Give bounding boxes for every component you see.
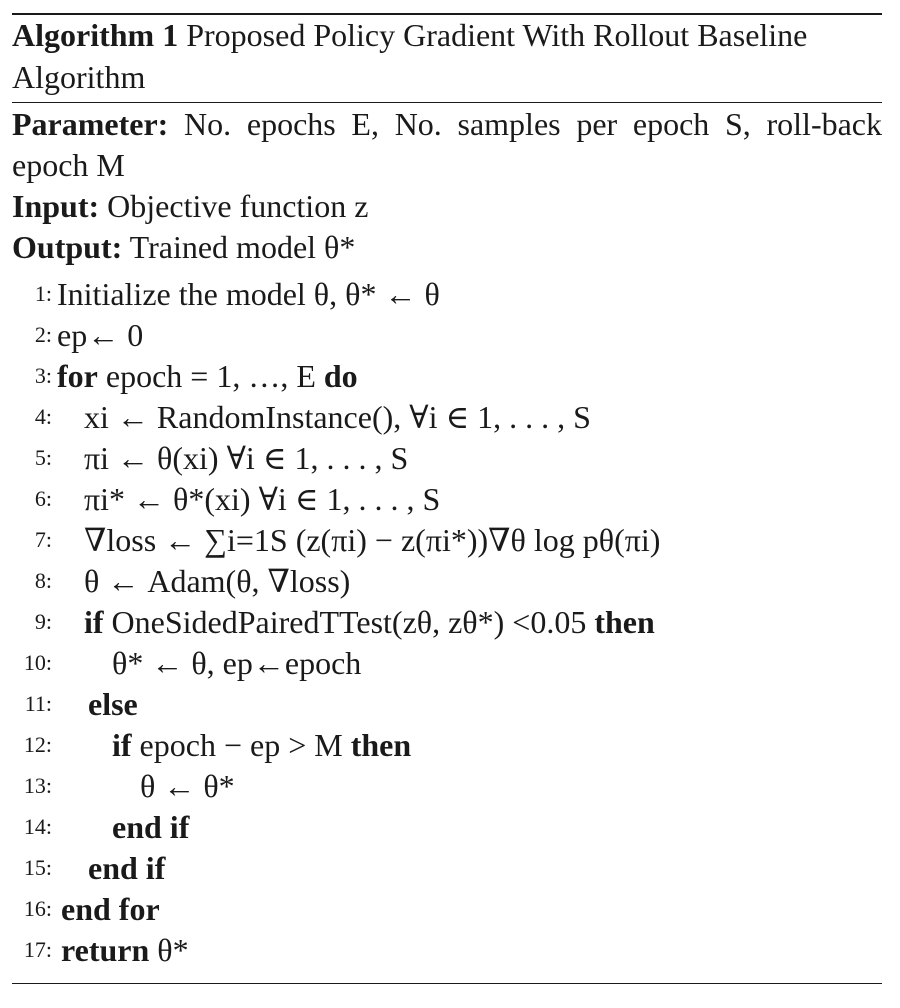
line-content: xi ← RandomInstance(), ∀i ∈ 1, . . . , S — [84, 399, 591, 435]
line-number: 13: — [23, 773, 52, 798]
line-content: Initialize the model θ, θ* ← θ — [57, 276, 440, 312]
output-label: Output: — [12, 229, 123, 265]
line-number: 2: — [34, 322, 52, 347]
line-number: 15: — [23, 855, 52, 880]
input-row — [12, 186, 882, 227]
line-content: for epoch = 1, …, E do — [57, 358, 358, 394]
input-text: Objective function z — [107, 188, 369, 224]
title-rule — [12, 102, 882, 103]
algorithm-name: Proposed Policy Gradient With Rollout Baseline Algorithm — [12, 17, 808, 95]
line-content: θ ← θ* — [140, 768, 235, 804]
line-content: ∇loss ← ∑i=1S (z(πi) − z(πi*))∇θ log pθ(πi) — [84, 522, 661, 558]
algorithm-header — [12, 104, 882, 268]
line-number: 4: — [34, 404, 52, 429]
line-number: 10: — [23, 650, 52, 675]
line-number: 12: — [23, 732, 52, 757]
line-number: 9: — [34, 609, 52, 634]
line-content: πi* ← θ*(xi) ∀i ∈ 1, . . . , S — [84, 481, 441, 517]
input-label: Input: — [12, 188, 100, 224]
parameter-text: No. epochs E, No. samples per epoch S, roll-back epoch M — [12, 106, 883, 183]
algorithm-label: Algorithm 1 — [12, 17, 179, 53]
line-content: πi ← θ(xi) ∀i ∈ 1, . . . , S — [84, 440, 409, 476]
line-content: if epoch − ep > M then — [112, 727, 412, 763]
line-content: return θ* — [61, 932, 189, 968]
line-content: else — [88, 686, 138, 722]
parameter-label: Parameter: — [12, 106, 169, 142]
line-number: 5: — [34, 445, 52, 470]
line-content: θ ← Adam(θ, ∇loss) — [84, 563, 351, 599]
line-number: 14: — [23, 814, 52, 839]
line-number: 16: — [23, 896, 52, 921]
line-number: 3: — [34, 363, 52, 388]
line-number: 6: — [34, 486, 52, 511]
parameter-row — [12, 104, 882, 186]
algorithm-title — [12, 14, 882, 98]
line-number: 8: — [34, 568, 52, 593]
line-content: end for — [61, 891, 160, 927]
line-number: 7: — [34, 527, 52, 552]
line-content: ep← 0 — [57, 317, 144, 353]
line-content: θ* ← θ, ep←epoch — [112, 645, 362, 681]
line-number: 1: — [34, 281, 52, 306]
output-row — [12, 227, 882, 268]
output-text: Trained model θ* — [129, 229, 356, 265]
line-content: end if — [88, 850, 166, 886]
line-number: 11: — [24, 691, 52, 716]
line-number: 17: — [23, 937, 52, 962]
line-content: end if — [112, 809, 190, 845]
line-content: if OneSidedPairedTTest(zθ, zθ*) <0.05 then — [84, 604, 655, 640]
bottom-rule — [12, 983, 882, 984]
